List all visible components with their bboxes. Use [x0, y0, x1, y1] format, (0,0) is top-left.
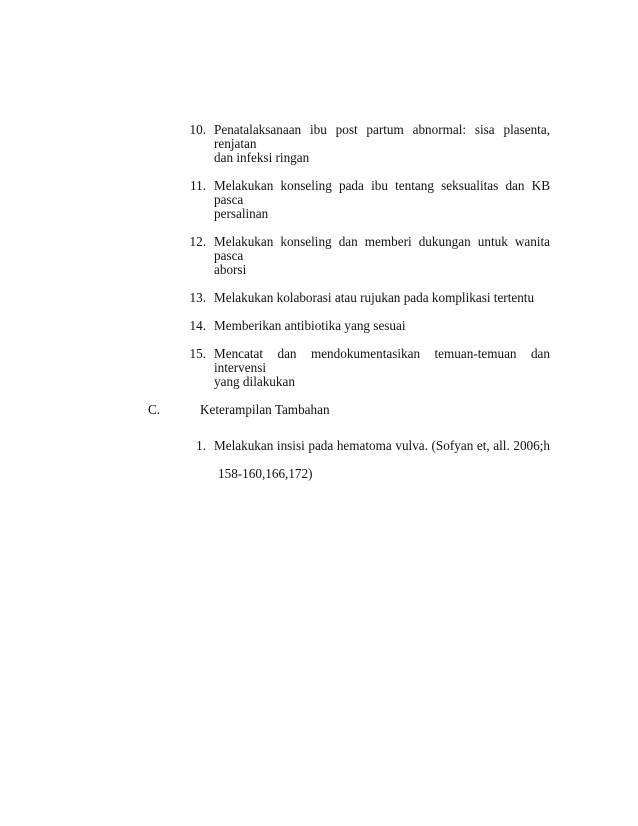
list-item-text: Melakukan konseling pada ibu tentang seksualitas dan KB pasca	[214, 178, 550, 207]
section-letter: C.	[148, 402, 161, 417]
list-item-text: Melakukan konseling dan memberi dukungan untuk wanita pasca	[214, 234, 550, 263]
list-item-number: 15.	[189, 346, 206, 361]
list-item-text: Melakukan insisi pada hematoma vulva. (Sofyan et, all. 2006;h	[214, 438, 550, 453]
list-item-text: Mencatat dan mendokumentasikan temuan-temuan dan intervensi	[214, 346, 550, 375]
list-item-number: 13.	[189, 290, 206, 305]
list-item-number: 11.	[190, 178, 206, 193]
list-item-number: 12.	[189, 234, 206, 249]
list-item-text: Penatalaksanaan ibu post partum abnormal: sisa plasenta, renjatan	[214, 122, 550, 151]
list-item-text-continued: aborsi	[214, 262, 247, 277]
list-item-text-continued: dan infeksi ringan	[214, 150, 310, 165]
list-item-text-continued: persalinan	[214, 206, 269, 221]
list-item-text-continued: yang dilakukan	[214, 374, 295, 389]
list-item-text: Memberikan antibiotika yang sesuai	[214, 318, 406, 333]
list-item-number: 14.	[189, 318, 206, 333]
list-item-number: 10.	[189, 122, 206, 137]
section-title: Keterampilan Tambahan	[200, 402, 330, 417]
list-item-text: Melakukan kolaborasi atau rujukan pada komplikasi tertentu	[214, 290, 535, 305]
list-item-text-continued: 158-160,166,172)	[218, 466, 313, 481]
list-item-number: 1.	[196, 438, 206, 453]
